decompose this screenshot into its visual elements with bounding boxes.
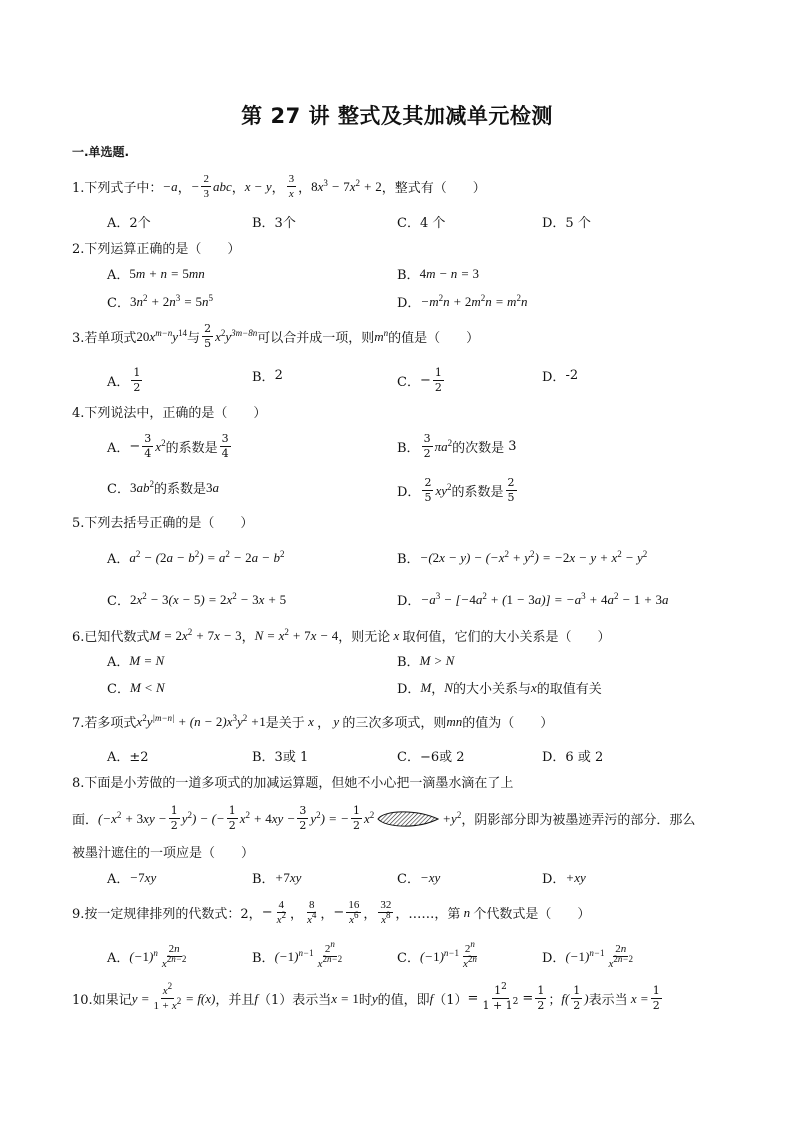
q2-option-a[interactable]: A． 5m + n = 5mn	[107, 265, 205, 283]
q6-option-b[interactable]: B． M > N	[397, 652, 455, 670]
q5-option-a[interactable]: A． $a^2 - (2a - b^2) = a^2 - 2a - b^2$	[107, 548, 285, 567]
q7-option-c[interactable]: C．−6或 2	[397, 750, 465, 765]
q3-option-d[interactable]: D． -2	[542, 368, 579, 385]
question-4: 4.下列说法中，正确的是（ ）	[72, 406, 267, 421]
q9-option-d[interactable]: D． $(-1)^{n-1}$ 2n $x^{2n-2}$	[542, 943, 633, 970]
q4-option-d[interactable]: D． 2 5 $xy^2$ 的系数是 2 5	[397, 476, 515, 504]
q6-option-d[interactable]: D． M ， N 的大小关系与 x 的取值有关	[397, 679, 602, 697]
q6-option-c[interactable]: C． M < N	[107, 679, 165, 697]
q8-option-b[interactable]: B． +7xy	[252, 869, 302, 887]
q7-option-d[interactable]: D．6 或 2	[542, 750, 604, 765]
q1-option-b[interactable]: B．3个	[252, 216, 296, 231]
section-heading: 一.单选题.	[72, 145, 130, 159]
page-title: 第 27 讲 整式及其加减单元检测	[241, 104, 553, 128]
question-9: 9.按一定规律排列的代数式：2， − $\frac{4}{x^2}$ ， 8 $x^4$ ， − $\frac{16}{x^6}$ ， 32 $x^8$ ，……，第 n 个代数式是（ ）	[72, 899, 591, 926]
q8-option-a[interactable]: A． −7xy	[107, 869, 157, 887]
question-6: 6.已知代数式 $M = 2x^2 + 7x - 3$ ， $N = x^2 + 7x - 4$ ，则无论 x 取何值，它们的大小关系是（ ）	[72, 626, 611, 645]
q1-option-a[interactable]: A．2个	[107, 216, 151, 231]
q9-option-b[interactable]: B． $(-1)^{n-1}$ 2$^n$ $x^{2n-2}$	[252, 939, 343, 970]
question-1: 1.下列式子中： −a ， − $\frac{2}{3}$ abc ， x − y ， 3 x ， $8x^3 - 7x^2 + 2$ ，整式有（ ）	[72, 173, 486, 200]
q3-option-b[interactable]: B． 2	[252, 368, 283, 385]
q8-option-d[interactable]: D． +xy	[542, 869, 586, 887]
q9-option-a[interactable]: A． $(-1)^n$ 2n $x^{2n-2}$	[107, 943, 187, 970]
q7-option-b[interactable]: B．3或 1	[252, 750, 309, 765]
q2-option-c[interactable]: C． $3n^2 + 2n^3 = 5n^5$	[107, 292, 214, 311]
q6-option-a[interactable]: A． M = N	[107, 652, 165, 670]
question-2: 2.下列运算正确的是（ ）	[72, 242, 241, 257]
question-8-line-3: 被墨汁遮住的一项应是（ ）	[72, 846, 255, 861]
q4-option-b[interactable]: B． 3 2 $\pi a^2$ 的次数是 3	[397, 432, 517, 460]
question-7: 7.若多项式 $x^2y^{|m-n|} + (n - 2)x^3y^2 +1$ 是关于 x ， y 的三次多项式，则 mn 的值为（ ）	[72, 712, 554, 731]
q3-option-a[interactable]: A． 1 2	[107, 366, 141, 394]
q2-option-b[interactable]: B． 4m − n = 3	[397, 265, 479, 283]
q1-tail: ，整式有（ ）	[381, 181, 486, 196]
question-3: 3.若单项式 $20x^{m-n}y^{14}$ 与 2 5 $x^2y^{3m-8n}$ 可以合并成一项，则 $m^n$ 的值是（ ）	[72, 322, 480, 350]
q5-option-d[interactable]: D． $-a^3 - [-4a^2 + (1 - 3a)] = -a^3 + 4a^2 - 1 + 3a$	[397, 590, 669, 609]
ink-blot-icon	[376, 808, 440, 830]
q8-option-c[interactable]: C． −xy	[397, 869, 441, 887]
q1-option-c[interactable]: C．4 个	[397, 216, 446, 231]
q9-option-c[interactable]: C． $(-1)^{n-1}$ 2$^n$ $x^{2n}$	[397, 939, 477, 970]
q5-option-b[interactable]: B． $-(2x - y) - (-x^2 + y^2) = -2x - y + x^2 - y^2$	[397, 548, 648, 567]
q7-option-a[interactable]: A．±2	[107, 750, 149, 765]
q5-option-c[interactable]: C． $2x^2 - 3(x - 5) = 2x^2 - 3x + 5$	[107, 590, 287, 609]
q4-option-c[interactable]: C． $3ab^2$ 的系数是 3a	[107, 478, 219, 497]
q1-option-d[interactable]: D．5 个	[542, 216, 591, 231]
question-10: 10.如果记 y = $\frac{x^2}{1 + x^2}$ = f(x) ，并且 f （1）表示当 x = 1 时 y 的值，即 f （1） = $\frac{1^2}{1 + 1^2}$ = $\frac{1}{2}$ ； f( 1 2 ) 表示当 x = $\frac{1}{2}$	[72, 981, 660, 1012]
question-8-line-1: 8.下面是小芳做的一道多项式的加减运算题，但她不小心把一滴墨水滴在了上	[72, 776, 514, 791]
question-5: 5.下列去括号正确的是（ ）	[72, 516, 254, 531]
q4-option-a[interactable]: A． − $\frac{3}{4}$ $x^2$ 的系数是 3 4	[107, 432, 229, 460]
question-8-line-2: 面． ($-x^2 + 3xy$ − $\frac{1}{2}$ $y^2$) − (− $\frac{1}{2}$ $x^2 + 4xy$ − $\frac{3}{2}$ $y^2$) = − $\frac{1}{2}$ $x^2$ $+y^2$ ，阴影部分即为被墨迹弄污的部分．那么	[72, 804, 696, 832]
q1-stem: 1.下列式子中：	[72, 181, 163, 196]
q3-option-c[interactable]: C． − $\frac{1}{2}$	[397, 366, 442, 394]
q2-option-d[interactable]: D． $-m^2n + 2m^2n = m^2n$	[397, 292, 528, 311]
